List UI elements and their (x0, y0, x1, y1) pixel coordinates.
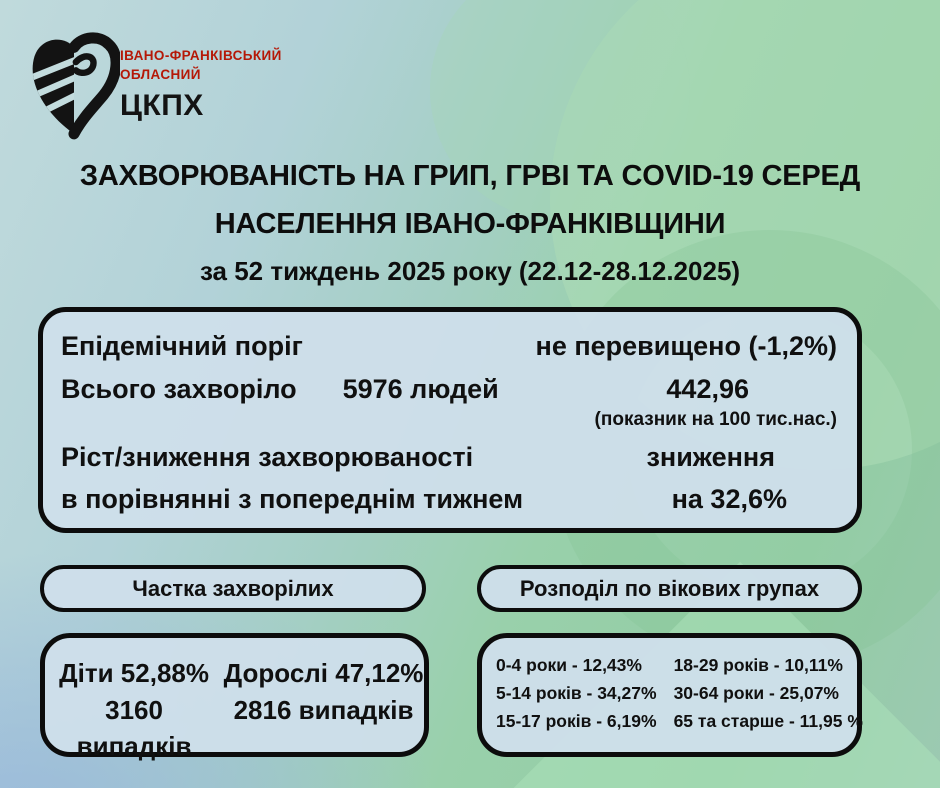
age-group-item: 5-14 років - 34,27% (496, 683, 657, 703)
trend-label-line2: в порівнянні з попереднім тижнем (61, 484, 524, 514)
title-line1: ЗАХВОРЮВАНІСТЬ НА ГРИП, ГРВІ ТА COVID-19 СЕРЕД (79, 160, 861, 192)
page-title (0, 152, 940, 294)
epidemic-threshold-value: не перевищено (-1,2%) (535, 331, 837, 361)
title-period-line: за 52 тиждень 2025 року (22.12-28.12.2025) (199, 256, 741, 286)
trend-value-line1: зниження (646, 442, 775, 472)
share-panel (40, 633, 429, 761)
age-group-item: 0-4 роки - 12,43% (496, 655, 642, 675)
org-abbreviation: ЦКПХ (120, 89, 204, 122)
total-cases-row (61, 371, 837, 407)
title-line2: НАСЕЛЕННЯ ІВАНО-ФРАНКІВЩИНИ (214, 208, 726, 240)
heart-shield-logo-icon (28, 32, 120, 140)
age-group-item: 30-64 роки - 25,07% (673, 683, 839, 703)
incidence-rate-value: 442,96 (666, 374, 749, 404)
age-group-item: 15-17 років - 6,19% (496, 711, 657, 731)
org-name-line1: ІВАНО-ФРАНКІВСЬКИЙ (120, 48, 282, 63)
trend-row-1 (61, 439, 837, 475)
children-cases: 3160 випадків (76, 695, 192, 761)
age-panel (477, 633, 862, 757)
epidemic-threshold-row (61, 328, 837, 364)
age-section-header (477, 565, 862, 612)
adults-cases: 2816 випадків (233, 695, 414, 725)
incidence-rate-note: (показник на 100 тис.нас.) (594, 409, 837, 430)
age-column-2 (674, 651, 863, 752)
summary-panel (38, 307, 862, 533)
org-name-line2: ОБЛАСНИЙ (120, 67, 201, 82)
age-column-1 (496, 651, 657, 752)
epidemic-threshold-label: Епідемічний поріг (61, 331, 303, 361)
age-group-item: 65 та старше - 11,95 % (673, 711, 863, 731)
trend-row-2 (61, 481, 837, 517)
total-cases-value: 5976 людей (342, 374, 499, 404)
adults-percent: Дорослі 47,12% (223, 658, 424, 688)
children-percent: Діти 52,88% (59, 658, 209, 688)
share-section-header (40, 565, 426, 612)
trend-label-line1: Ріст/зниження захворюваності (61, 442, 474, 472)
share-section-header-label: Частка захворілих (132, 575, 334, 601)
trend-value-line2: на 32,6% (671, 484, 787, 514)
age-group-item: 18-29 років - 10,11% (673, 655, 843, 675)
total-cases-label: Всього захворіло (61, 374, 297, 404)
logo-text-block (120, 46, 282, 123)
share-grid (45, 655, 424, 764)
age-section-header-label: Розподіл по вікових групах (519, 575, 820, 601)
